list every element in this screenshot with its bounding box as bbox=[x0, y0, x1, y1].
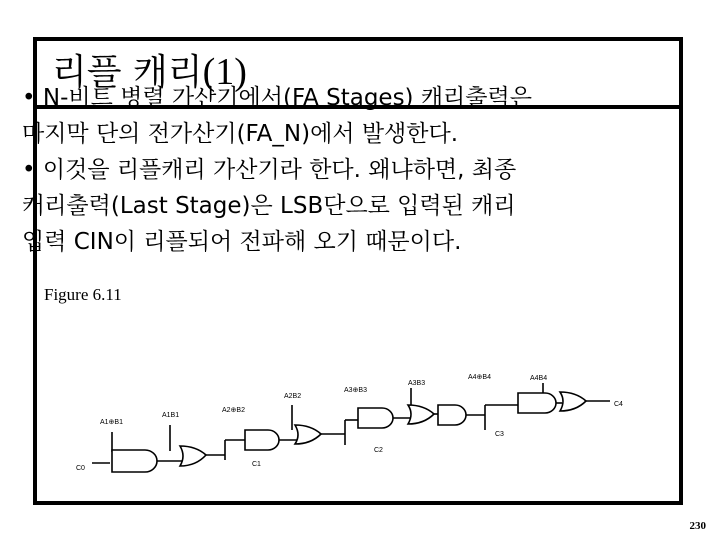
or-gate-2 bbox=[295, 425, 321, 444]
title-number: (1) bbox=[202, 51, 247, 93]
or-gate-4 bbox=[560, 392, 586, 411]
bullet1-line1: • N-비트 병렬 가산기에서(FA Stages) 캐리출력은 bbox=[22, 85, 532, 111]
page-number: 230 bbox=[689, 520, 706, 532]
label-c3: C3 bbox=[495, 431, 504, 438]
label-c0: C0 bbox=[76, 465, 85, 472]
bullet2-line2: 캐리출력(Last Stage)은 LSB단으로 입력된 캐리 bbox=[22, 193, 516, 219]
and-gate-5 bbox=[518, 393, 556, 413]
and-gate-4 bbox=[438, 405, 466, 425]
bullet2-line3: 입력 CIN이 리플되어 전파해 오기 때문이다. bbox=[22, 229, 462, 255]
label-c4: C4 bbox=[614, 401, 623, 408]
and-gate-1 bbox=[112, 450, 157, 472]
label-a1b1: A1B1 bbox=[162, 412, 180, 419]
label-c2: C2 bbox=[374, 447, 383, 454]
and-gate-3 bbox=[358, 408, 393, 428]
or-gate-1 bbox=[180, 446, 206, 466]
label-c1: C1 bbox=[252, 461, 261, 468]
label-a3xb3: A3⊕B3 bbox=[344, 387, 367, 394]
title-korean: 리플 캐리 bbox=[52, 52, 203, 93]
and-gate-2 bbox=[245, 430, 279, 450]
or-gate-3 bbox=[408, 405, 434, 424]
figure-label: Figure 6.11 bbox=[44, 285, 122, 304]
label-a4b4: A4B4 bbox=[530, 375, 548, 382]
label-a4xb4: A4⊕B4 bbox=[468, 374, 491, 381]
label-a3b3: A3B3 bbox=[408, 380, 426, 387]
bullet1-line2: 마지막 단의 전가산기(FA_N)에서 발생한다. bbox=[22, 121, 459, 147]
label-a2xb2: A2⊕B2 bbox=[222, 407, 245, 414]
bullet2-line1: • 이것을 리플캐리 가산기라 한다. 왜냐하면, 최종 bbox=[22, 157, 517, 183]
label-a2b2: A2B2 bbox=[284, 393, 302, 400]
label-a1xb1: A1⊕B1 bbox=[100, 419, 123, 426]
